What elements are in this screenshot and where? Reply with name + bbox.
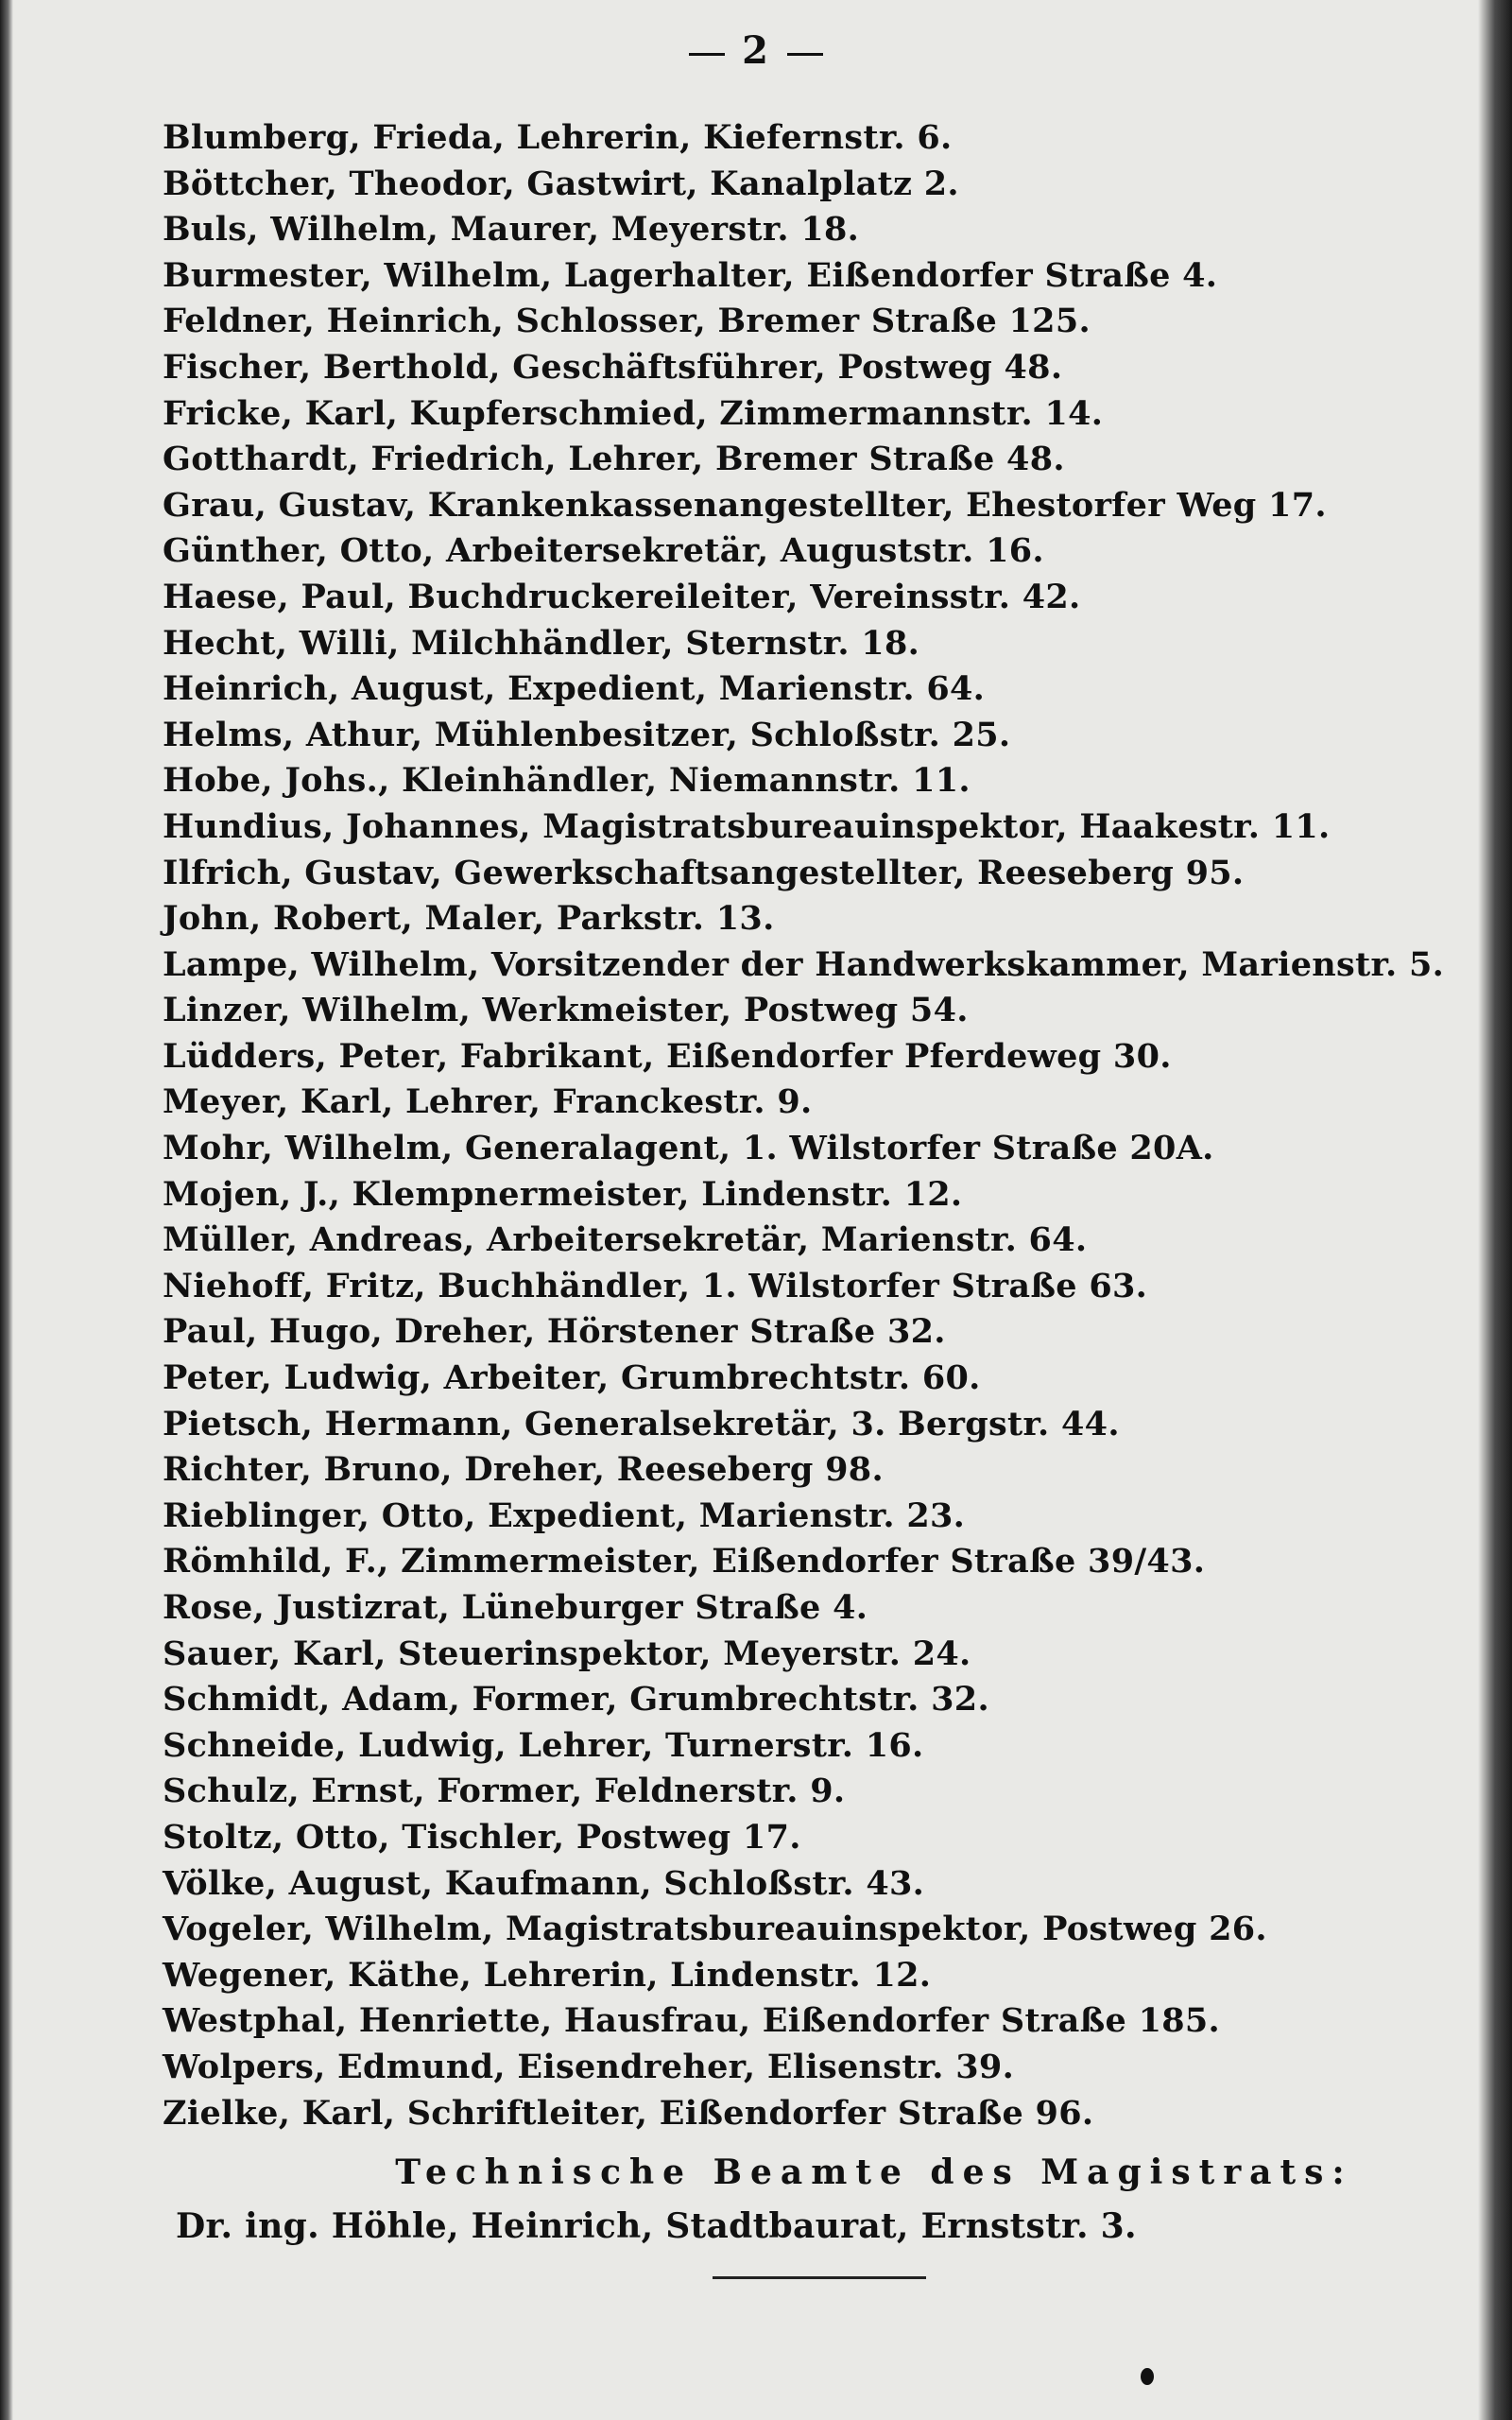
section-title: Technische Beamte des Magistrats: xyxy=(395,2152,1353,2192)
list-item: Böttcher, Theodor, Gastwirt, Kanalplatz 2. xyxy=(163,164,959,203)
list-item: Rieblinger, Otto, Expedient, Marienstr. 23. xyxy=(163,1495,966,1535)
list-item: Schneide, Ludwig, Lehrer, Turnerstr. 16. xyxy=(163,1725,924,1765)
list-item: Lampe, Wilhelm, Vorsitzender der Handwerkskammer, Marienstr. 5. xyxy=(163,944,1445,984)
divider xyxy=(713,2276,926,2279)
list-item: Heinrich, August, Expedient, Marienstr. 64. xyxy=(163,669,986,709)
list-item: Peter, Ludwig, Arbeiter, Grumbrechtstr. 60. xyxy=(163,1358,981,1398)
list-item: Sauer, Karl, Steuerinspektor, Meyerstr. 24. xyxy=(163,1634,971,1673)
list-item: Völke, August, Kaufmann, Schloßstr. 43. xyxy=(163,1863,925,1903)
list-item: Schulz, Ernst, Former, Feldnerstr. 9. xyxy=(163,1772,846,1811)
dash-right xyxy=(787,53,823,56)
list-item: Niehoff, Fritz, Buchhändler, 1. Wilstorfer Straße 63. xyxy=(163,1266,1148,1305)
list-item: Richter, Bruno, Dreher, Reeseberg 98. xyxy=(163,1450,884,1490)
list-item: Ilfrich, Gustav, Gewerkschaftsangestellter, Reeseberg 95. xyxy=(163,853,1245,892)
list-item: Mohr, Wilhelm, Generalagent, 1. Wilstorfer Straße 20A. xyxy=(163,1129,1214,1168)
list-item: Vogeler, Wilhelm, Magistratsbureauinspektor, Postweg 26. xyxy=(163,1910,1267,1949)
list-item: Burmester, Wilhelm, Lagerhalter, Eißendorfer Straße 4. xyxy=(163,255,1218,295)
list-item: Helms, Athur, Mühlenbesitzer, Schloßstr. 25. xyxy=(163,715,1011,754)
list-item: Meyer, Karl, Lehrer, Franckestr. 9. xyxy=(163,1082,813,1122)
member-list xyxy=(163,115,1445,2136)
list-item: Fischer, Berthold, Geschäftsführer, Postweg 48. xyxy=(163,347,1063,387)
list-item: Mojen, J., Klempnermeister, Lindenstr. 12. xyxy=(163,1174,963,1214)
list-item: Hobe, Johs., Kleinhändler, Niemannstr. 11. xyxy=(163,761,971,801)
official-entry: Dr. ing. Höhle, Heinrich, Stadtbaurat, Ernststr. 3. xyxy=(176,2206,1137,2246)
list-item: Müller, Andreas, Arbeitersekretär, Marienstr. 64. xyxy=(163,1220,1088,1260)
list-item: Hundius, Johannes, Magistratsbureauinspektor, Haakestr. 11. xyxy=(163,806,1331,846)
list-item: Fricke, Karl, Kupferschmied, Zimmermannstr. 14. xyxy=(163,393,1104,433)
list-item: Wolpers, Edmund, Eisendreher, Elisenstr. 39. xyxy=(163,2047,1015,2086)
list-item: Hecht, Willi, Milchhändler, Sternstr. 18. xyxy=(163,623,920,663)
list-item: Pietsch, Hermann, Generalsekretär, 3. Bergstr. 44. xyxy=(163,1404,1120,1443)
list-item: Linzer, Wilhelm, Werkmeister, Postweg 54. xyxy=(163,991,969,1030)
list-item: John, Robert, Maler, Parkstr. 13. xyxy=(163,899,775,939)
list-item: Feldner, Heinrich, Schlosser, Bremer Straße 125. xyxy=(163,302,1091,341)
list-item: Paul, Hugo, Dreher, Hörstener Straße 32. xyxy=(163,1312,946,1352)
list-item: Blumberg, Frieda, Lehrerin, Kiefernstr. 6. xyxy=(163,118,953,157)
list-item: Zielke, Karl, Schriftleiter, Eißendorfer Straße 96. xyxy=(163,2093,1094,2133)
page-number: 2 xyxy=(742,28,770,73)
list-item: Grau, Gustav, Krankenkassenangestellter, Ehestorfer Weg 17. xyxy=(163,485,1327,525)
print-dot xyxy=(1141,2368,1154,2385)
list-item: Römhild, F., Zimmermeister, Eißendorfer Straße 39/43. xyxy=(163,1542,1206,1582)
list-item: Buls, Wilhelm, Maurer, Meyerstr. 18. xyxy=(163,210,860,250)
list-item: Westphal, Henriette, Hausfrau, Eißendorfer Straße 185. xyxy=(163,2001,1221,2041)
list-item: Gotthardt, Friedrich, Lehrer, Bremer Straße 48. xyxy=(163,440,1065,479)
list-item: Lüdders, Peter, Fabrikant, Eißendorfer Pferdeweg 30. xyxy=(163,1036,1172,1076)
list-item: Wegener, Käthe, Lehrerin, Lindenstr. 12. xyxy=(163,1955,932,1995)
page-right-edge-shadow xyxy=(1478,0,1512,2420)
page-number-header xyxy=(0,28,1512,73)
list-item: Haese, Paul, Buchdruckereileiter, Vereinsstr. 42. xyxy=(163,577,1081,616)
dash-left xyxy=(689,53,725,56)
list-item: Schmidt, Adam, Former, Grumbrechtstr. 32. xyxy=(163,1680,989,1720)
list-item: Günther, Otto, Arbeitersekretär, Auguststr. 16. xyxy=(163,531,1044,571)
list-item: Stoltz, Otto, Tischler, Postweg 17. xyxy=(163,1817,801,1857)
list-item: Rose, Justizrat, Lüneburger Straße 4. xyxy=(163,1588,868,1627)
page-left-edge-shadow xyxy=(0,0,13,2420)
